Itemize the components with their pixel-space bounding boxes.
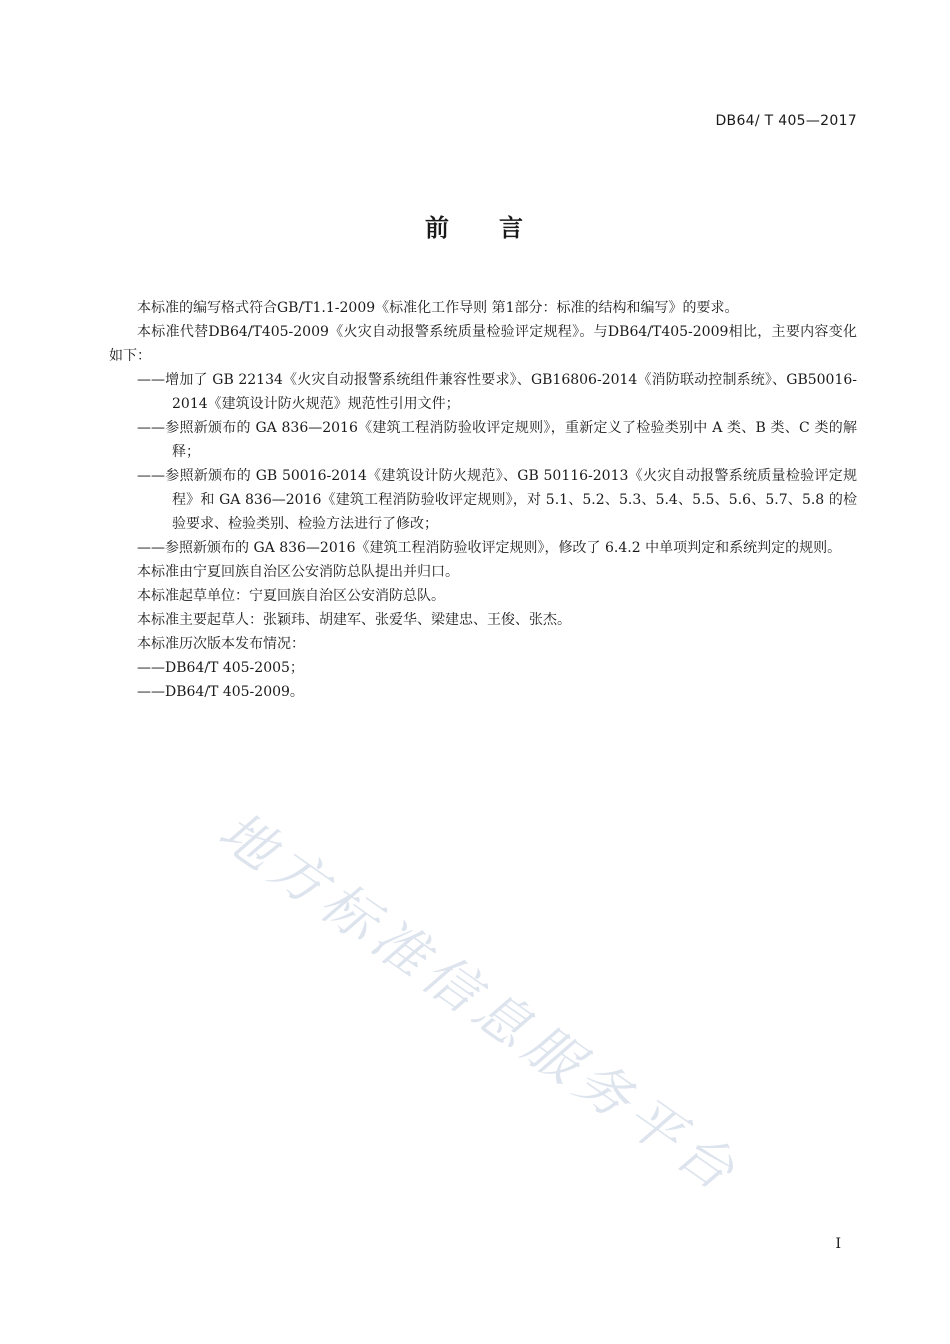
page-number: I bbox=[835, 1236, 841, 1252]
standard-code: DB64/ T 405—2017 bbox=[715, 113, 857, 129]
info-line: 本标准由宁夏回族自治区公安消防总队提出并归口。 bbox=[137, 564, 459, 580]
paragraph: 本标准的编写格式符合GB/T1.1-2009《标准化工作导则 第1部分：标准的结构和编写》的要求。 bbox=[137, 300, 739, 316]
change-item: ——增加了 GB 22134《火灾自动报警系统组件兼容性要求》、GB16806-2014《消防联动控制系统》、GB50016-2014《建筑设计防火规范》规范性引用文件； bbox=[137, 372, 857, 412]
title-char-2: 言 bbox=[499, 214, 525, 242]
watermark: 地方标准信息服务平台 bbox=[207, 799, 752, 1207]
title-char-1: 前 bbox=[425, 214, 451, 242]
change-item: ——参照新颁布的 GA 836—2016《建筑工程消防验收评定规则》，修改了 6.4.2 中单项判定和系统判定的规则。 bbox=[137, 540, 842, 556]
info-line: 本标准起草单位：宁夏回族自治区公安消防总队。 bbox=[137, 588, 445, 604]
page-title bbox=[0, 208, 950, 243]
foreword-body bbox=[109, 296, 857, 704]
change-item: ——参照新颁布的 GB 50016-2014《建筑设计防火规范》、GB 50116-2013《火灾自动报警系统质量检验评定规程》和 GA 836—2016《建筑工程消防验收评定规则》，对 5.1、5.2、5.3、5.4、5.5、5.6、5.7、5.8 的检验要求、检验类别、检验方法进行了修改； bbox=[137, 468, 857, 532]
paragraph: 本标准代替DB64/T405-2009《火灾自动报警系统质量检验评定规程》。与DB64/T405-2009相比，主要内容变化如下： bbox=[109, 324, 857, 364]
change-item: ——参照新颁布的 GA 836—2016《建筑工程消防验收评定规则》，重新定义了检验类别中 A 类、B 类、C 类的解释； bbox=[137, 420, 857, 460]
info-line: 本标准历次版本发布情况： bbox=[137, 636, 305, 652]
info-line: 本标准主要起草人：张颖玮、胡建军、张爱华、梁建忠、王俊、张杰。 bbox=[137, 612, 571, 628]
version-item: ——DB64/T 405-2009。 bbox=[137, 684, 304, 700]
version-item: ——DB64/T 405-2005； bbox=[137, 660, 304, 676]
